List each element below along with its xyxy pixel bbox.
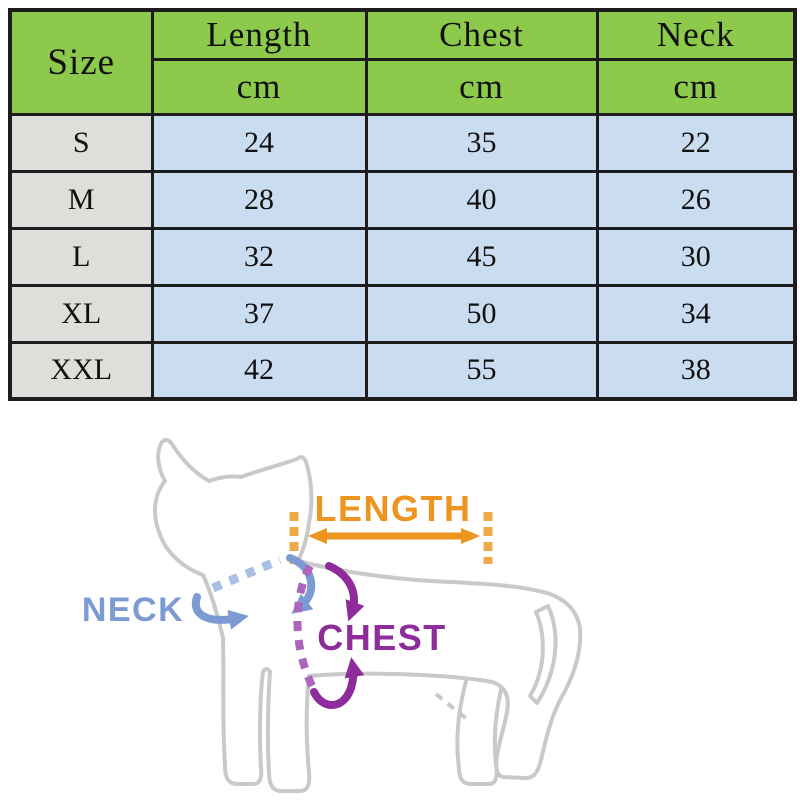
corner-header-size: Size [10, 10, 152, 114]
chest-value: 50 [366, 285, 597, 342]
neck-label: NECK [81, 591, 185, 629]
measurement-diagram [0, 420, 800, 800]
table-row-l [10, 228, 795, 285]
length-label: LENGTH [314, 488, 472, 529]
header-row-measures [10, 10, 795, 59]
size-label: XXL [10, 342, 152, 399]
length-value: 28 [152, 171, 366, 228]
chest-value: 35 [366, 114, 597, 171]
chest-value: 40 [366, 171, 597, 228]
length-value: 42 [152, 342, 366, 399]
length-value: 24 [152, 114, 366, 171]
column-header-length: Length [152, 10, 366, 59]
length-value: 37 [152, 285, 366, 342]
table-row-s [10, 114, 795, 171]
chest-value: 55 [366, 342, 597, 399]
column-header-neck: Neck [597, 10, 795, 59]
chest-value: 45 [366, 228, 597, 285]
neck-value: 26 [597, 171, 795, 228]
neck-value: 30 [597, 228, 795, 285]
unit-header-neck: cm [597, 59, 795, 114]
table-row-xl [10, 285, 795, 342]
chest-label: CHEST [317, 617, 447, 658]
length-value: 32 [152, 228, 366, 285]
table-row-xxl [10, 342, 795, 399]
size-label: XL [10, 285, 152, 342]
size-chart-table [8, 8, 797, 401]
neck-value: 34 [597, 285, 795, 342]
neck-value: 22 [597, 114, 795, 171]
length-annotation [294, 488, 488, 564]
size-label: L [10, 228, 152, 285]
size-label: M [10, 171, 152, 228]
unit-header-length: cm [152, 59, 366, 114]
column-header-chest: Chest [366, 10, 597, 59]
size-label: S [10, 114, 152, 171]
dog-measurement-figure [0, 420, 800, 800]
neck-value: 38 [597, 342, 795, 399]
unit-header-chest: cm [366, 59, 597, 114]
table-row-m [10, 171, 795, 228]
